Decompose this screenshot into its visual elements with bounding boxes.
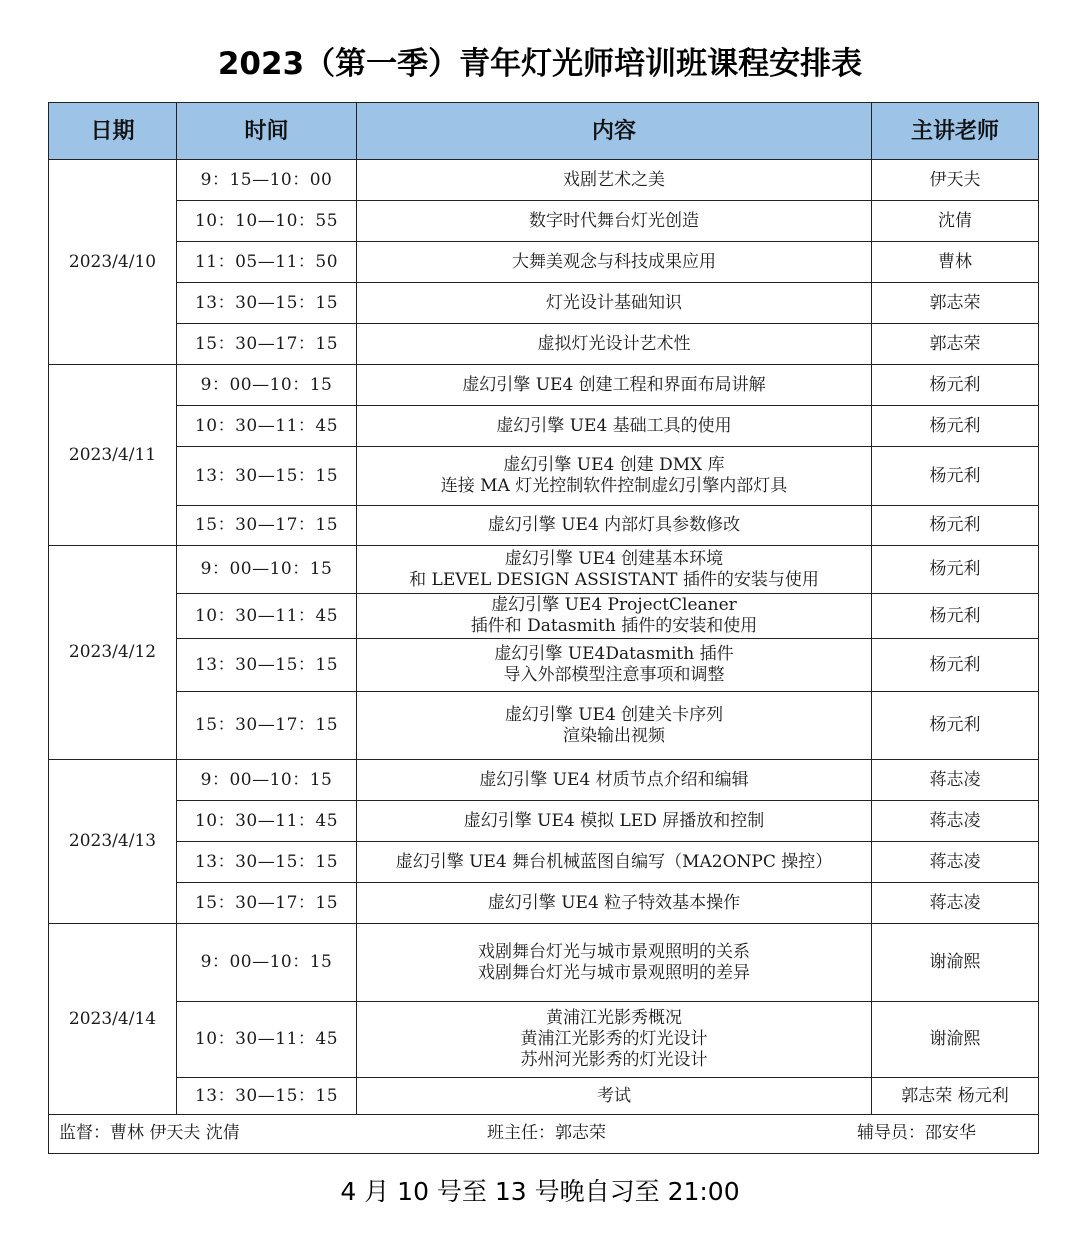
teacher-cell: 蒋志凌 (872, 842, 1039, 883)
schedule-row (49, 594, 1039, 639)
content-cell (357, 883, 872, 924)
time-cell: 9：00—10：15 (177, 760, 357, 801)
time-cell: 9：00—10：15 (177, 546, 357, 594)
schedule-row (49, 283, 1039, 324)
schedule-row (49, 506, 1039, 546)
schedule-table (48, 102, 1039, 1154)
content-cell (357, 365, 872, 406)
schedule-row (49, 1078, 1039, 1115)
teacher-cell: 谢渝熙 (872, 924, 1039, 1002)
content-line: 虚幻引擎 UE4 模拟 LED 屏播放和控制 (463, 810, 765, 831)
content-line: 黄浦江光影秀概况 (546, 1008, 682, 1028)
content-cell (357, 242, 872, 283)
content-cell (357, 546, 872, 594)
schedule-row (49, 406, 1039, 447)
time-cell: 11：05—11：50 (177, 242, 357, 283)
head-teacher-text: 班主任：郭志荣 (487, 1123, 606, 1143)
schedule-row (49, 1002, 1039, 1078)
schedule-row (49, 760, 1039, 801)
content-cell (357, 1002, 872, 1078)
teacher-cell: 杨元利 (872, 506, 1039, 546)
content-line: 大舞美观念与科技成果应用 (512, 251, 716, 272)
content-line: 虚幻引擎 UE4 创建 DMX 库 (503, 455, 725, 475)
schedule-row (49, 842, 1039, 883)
schedule-row (49, 201, 1039, 242)
content-line: 虚拟灯光设计艺术性 (537, 333, 691, 354)
schedule-row (49, 639, 1039, 692)
teacher-cell: 郭志荣 杨元利 (872, 1078, 1039, 1115)
schedule-row (49, 924, 1039, 1002)
header-time: 时间 (177, 103, 357, 160)
time-cell: 9：00—10：15 (177, 365, 357, 406)
content-cell (357, 801, 872, 842)
content-cell (357, 760, 872, 801)
content-cell (357, 639, 872, 692)
content-line: 连接 MA 灯光控制软件控制虚幻引擎内部灯具 (440, 476, 788, 496)
content-cell (357, 324, 872, 365)
content-cell (357, 447, 872, 506)
content-line: 虚幻引擎 UE4 内部灯具参数修改 (487, 515, 741, 535)
teacher-cell: 谢渝熙 (872, 1002, 1039, 1078)
content-line: 虚幻引擎 UE4 材质节点介绍和编辑 (479, 769, 749, 790)
content-line: 数字时代舞台灯光创造 (529, 210, 699, 231)
teacher-cell: 杨元利 (872, 639, 1039, 692)
content-line: 虚幻引擎 UE4 舞台机械蓝图自编写（MA2ONPC 操控） (395, 851, 833, 872)
content-line: 虚幻引擎 UE4 粒子特效基本操作 (487, 892, 741, 913)
teacher-cell: 曹林 (872, 242, 1039, 283)
time-cell: 13：30—15：15 (177, 447, 357, 506)
time-cell: 10：30—11：45 (177, 801, 357, 842)
content-line: 戏剧舞台灯光与城市景观照明的差异 (478, 962, 750, 983)
time-cell: 13：30—15：15 (177, 639, 357, 692)
content-cell (357, 594, 872, 639)
content-line: 考试 (597, 1085, 631, 1106)
date-cell: 2023/4/12 (49, 546, 177, 760)
date-cell: 2023/4/13 (49, 760, 177, 924)
date-cell: 2023/4/11 (49, 365, 177, 546)
content-line: 插件和 Datasmith 插件的安装和使用 (470, 616, 758, 636)
header-date: 日期 (49, 103, 177, 160)
content-line: 虚幻引擎 UE4Datasmith 插件 (494, 644, 734, 664)
schedule-row (49, 324, 1039, 365)
content-line: 虚幻引擎 UE4 创建工程和界面布局讲解 (462, 374, 766, 395)
teacher-cell: 杨元利 (872, 406, 1039, 447)
content-line: 苏州河光影秀的灯光设计 (520, 1050, 708, 1070)
time-cell: 13：30—15：15 (177, 1078, 357, 1115)
time-cell: 15：30—17：15 (177, 883, 357, 924)
time-cell: 13：30—15：15 (177, 283, 357, 324)
content-line: 渲染输出视频 (563, 725, 665, 746)
content-cell (357, 160, 872, 201)
teacher-cell: 沈倩 (872, 201, 1039, 242)
content-cell (357, 506, 872, 546)
time-cell: 10：30—11：45 (177, 594, 357, 639)
header-row (49, 103, 1039, 160)
content-cell (357, 283, 872, 324)
content-cell (357, 201, 872, 242)
content-cell (357, 1078, 872, 1115)
teacher-cell: 蒋志凌 (872, 801, 1039, 842)
content-line: 戏剧舞台灯光与城市景观照明的关系 (478, 941, 750, 962)
schedule-row (49, 242, 1039, 283)
content-line: 和 LEVEL DESIGN ASSISTANT 插件的安装与使用 (409, 569, 819, 590)
content-line: 黄浦江光影秀的灯光设计 (520, 1029, 708, 1049)
teacher-cell: 杨元利 (872, 546, 1039, 594)
teacher-cell: 郭志荣 (872, 324, 1039, 365)
time-cell: 15：30—17：15 (177, 324, 357, 365)
content-line: 戏剧艺术之美 (563, 169, 665, 190)
tutor-text: 辅导员：邵安华 (857, 1123, 976, 1143)
time-cell: 9：15—10：00 (177, 160, 357, 201)
content-line: 虚幻引擎 UE4 创建基本环境 (504, 548, 724, 569)
schedule-row (49, 546, 1039, 594)
teacher-cell: 郭志荣 (872, 283, 1039, 324)
content-line: 导入外部模型注意事项和调整 (503, 665, 725, 685)
supervisor-text: 监督：曹林 伊天夫 沈倩 (59, 1123, 240, 1143)
date-cell: 2023/4/14 (49, 924, 177, 1115)
date-cell: 2023/4/10 (49, 160, 177, 365)
teacher-cell: 杨元利 (872, 365, 1039, 406)
evening-study-note: 4 月 10 号至 13 号晚自习至 21:00 (340, 1177, 740, 1206)
teacher-cell: 伊天夫 (872, 160, 1039, 201)
time-cell: 9：00—10：15 (177, 924, 357, 1002)
schedule-row (49, 160, 1039, 201)
schedule-row (49, 447, 1039, 506)
schedule-row (49, 883, 1039, 924)
content-line: 灯光设计基础知识 (546, 292, 682, 313)
time-cell: 15：30—17：15 (177, 692, 357, 760)
footer-cell (49, 1115, 1038, 1153)
page-title: 2023（第一季）青年灯光师培训班课程安排表 (217, 46, 863, 82)
header-teacher: 主讲老师 (872, 103, 1039, 160)
teacher-cell: 蒋志凌 (872, 760, 1039, 801)
schedule-row (49, 801, 1039, 842)
header-content: 内容 (357, 103, 872, 160)
time-cell: 10：30—11：45 (177, 1002, 357, 1078)
time-cell: 10：10—10：55 (177, 201, 357, 242)
content-line: 虚幻引擎 UE4 基础工具的使用 (496, 415, 732, 436)
time-cell: 13：30—15：15 (177, 842, 357, 883)
time-cell: 15：30—17：15 (177, 506, 357, 546)
content-cell (357, 406, 872, 447)
schedule-row (49, 365, 1039, 406)
footer-row (49, 1115, 1039, 1154)
content-cell (357, 842, 872, 883)
teacher-cell: 杨元利 (872, 447, 1039, 506)
content-cell (357, 924, 872, 1002)
teacher-cell: 杨元利 (872, 692, 1039, 760)
teacher-cell: 杨元利 (872, 594, 1039, 639)
schedule-body (49, 160, 1039, 1115)
teacher-cell: 蒋志凌 (872, 883, 1039, 924)
time-cell: 10：30—11：45 (177, 406, 357, 447)
schedule-row (49, 692, 1039, 760)
content-cell (357, 692, 872, 760)
content-line: 虚幻引擎 UE4 ProjectCleaner (491, 595, 737, 615)
content-line: 虚幻引擎 UE4 创建关卡序列 (504, 704, 724, 725)
